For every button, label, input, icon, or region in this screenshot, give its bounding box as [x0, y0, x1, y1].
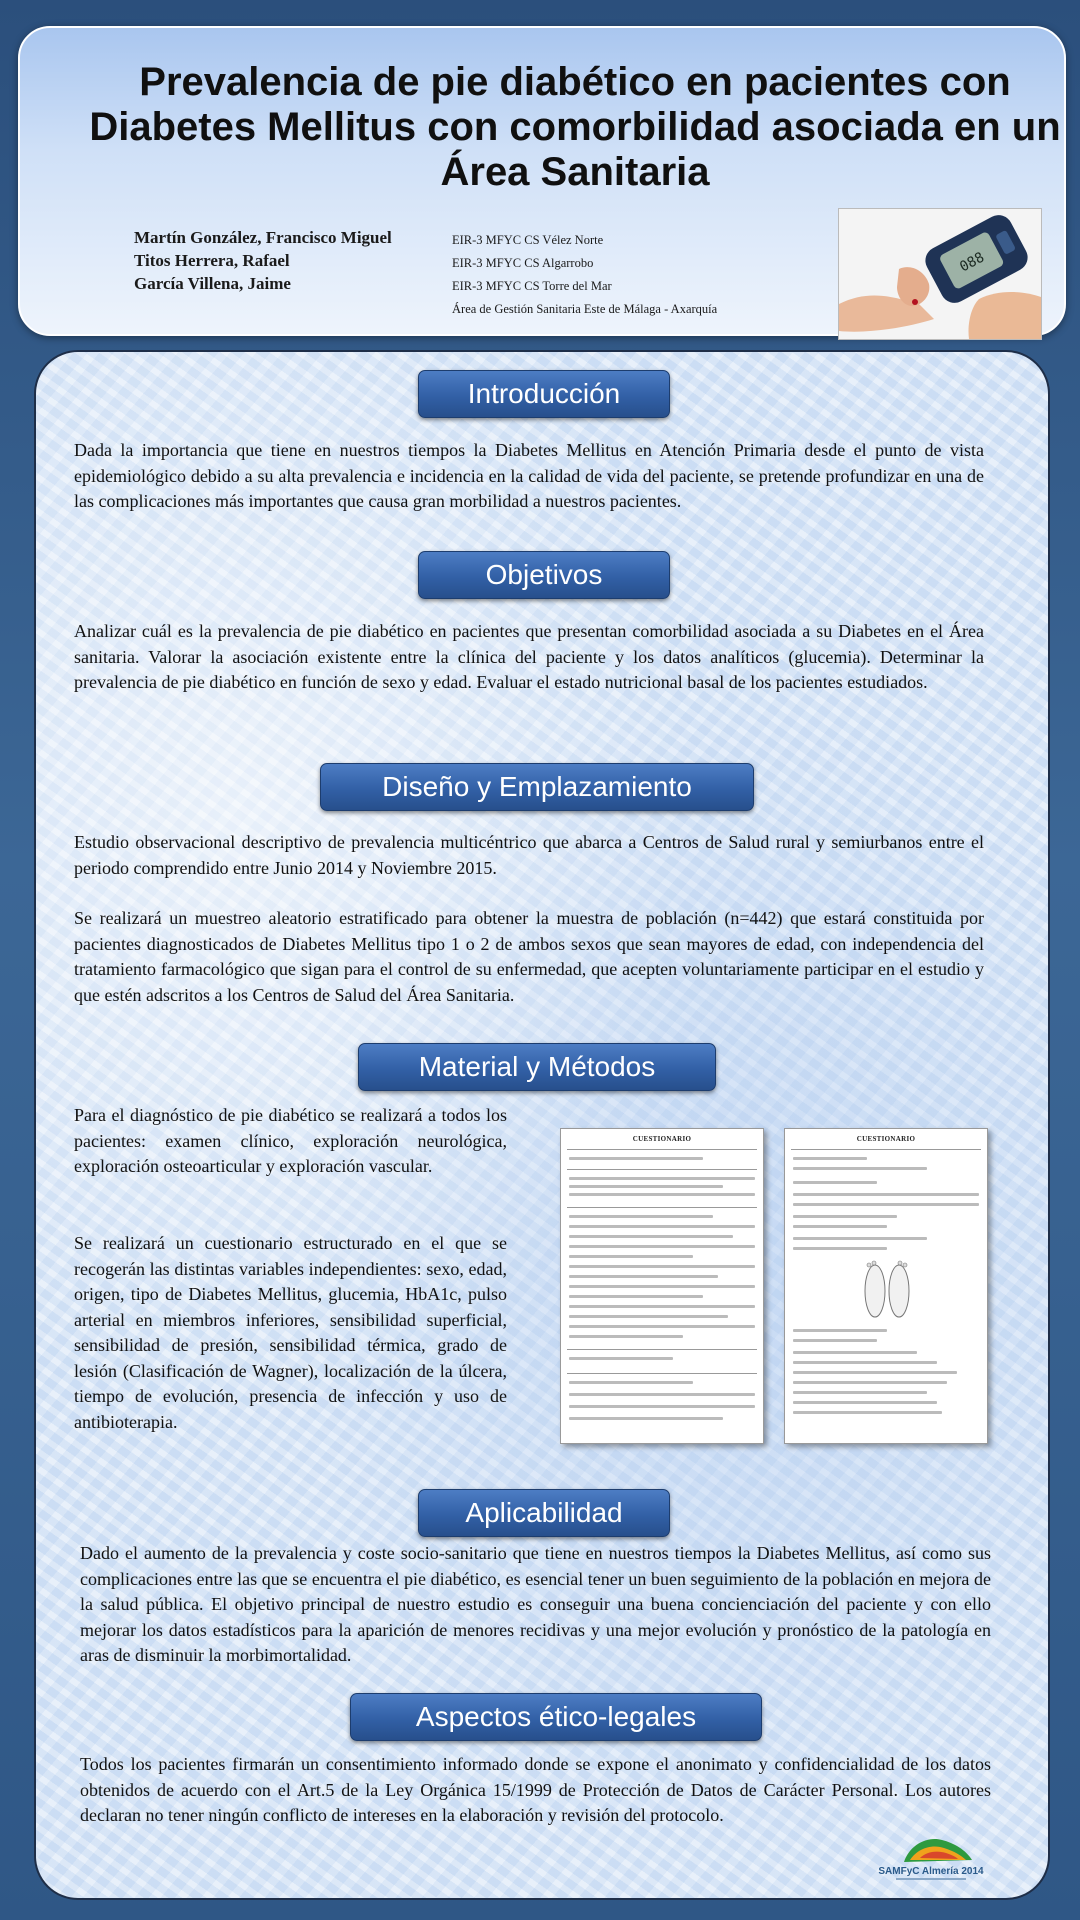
section-title-material: Material y Métodos	[358, 1043, 716, 1091]
poster-header	[18, 26, 1066, 336]
author-name: García Villena, Jaime	[134, 274, 291, 293]
etico-text: Todos los pacientes firmarán un consentimiento informado donde se expone el anonimato y confidencialidad de los datos obtenidos de acuerdo con el Art.5 de la Ley Orgánica 15/1999 de Protección de Datos de Carácter Personal. Los autores declaran no tener ningún conflicto de intereses en la elaboración y revisión del protocolo.	[80, 1754, 991, 1825]
aplicabilidad-text: Dado el aumento de la prevalencia y coste socio-sanitario que tiene en nuestros tiempos la Diabetes Mellitus, así como sus complicaciones entre las que se encuentra el pie diabético, es esencial tener un buen seguimiento de la población en mejora de la salud pública. El objetivo principal de nuestro estudio es conseguir una buena concienciación del paciente y con ello mejorar los datos estadísticos para la aparición de menores recidivas y una mejor evolución y pronóstico de la patología en aras de disminuir la morbimortalidad.	[80, 1543, 991, 1665]
intro-text: Dada la importancia que tiene en nuestros tiempos la Diabetes Mellitus en Atención Primaria desde el punto de vista epidemiológico debido a su alta prevalencia e incidencia en la calidad de vida del paciente, se pretende profundizar en una de las complicaciones más importantes que causa gran morbilidad a nuestros pacientes.	[74, 440, 984, 511]
diseno-text-1: Estudio observacional descriptivo de prevalencia multicéntrico que abarca a Centros de Salud rural y semiurbanos entre el periodo comprendido entre Junio 2014 y Noviembre 2015.	[74, 832, 984, 878]
glucometer-photo	[838, 208, 1042, 340]
logo-graphic	[876, 1830, 986, 1886]
diseno-text-2: Se realizará un muestreo aleatorio estratificado para obtener la muestra de población (n=442) que estará constituida por pacientes diagnosticados de Diabetes Mellitus tipo 1 o 2 de ambos sexos que sean mayores de edad, con independencia del tratamiento farmacológico que sigan para el control de su enfermedad, que acepten voluntariamente participar en el estudio y que estén adscritos a los Centros de Salud del Área Sanitaria.	[74, 908, 984, 1005]
questionnaire-page-1	[560, 1128, 764, 1444]
affiliation: EIR-3 MFYC CS Torre del Mar	[452, 279, 612, 293]
objetivos-text: Analizar cuál es la prevalencia de pie diabético en pacientes que presentan comorbilidad asociada a su Diabetes en el Área sanitaria. Valorar la asociación existente entre la clínica del paciente y los datos analíticos (glucemia). Determinar la prevalencia de pie diabético en función de sexo y edad. Evaluar el estado nutricional basal de los pacientes estudiados.	[74, 621, 984, 692]
author-name: Martín González, Francisco Miguel	[134, 228, 392, 247]
glucometer-illustration	[839, 209, 1041, 339]
questionnaire-title: CUESTIONARIO	[856, 1135, 916, 1143]
svg-text:088: 088	[957, 249, 988, 276]
section-title-aplicabilidad: Aplicabilidad	[418, 1489, 670, 1537]
author-list	[134, 226, 392, 295]
material-text-1: Para el diagnóstico de pie diabético se realizará a todos los pacientes: examen clínico, exploración neurológica, exploración osteoarticular y exploración vascular.	[74, 1105, 507, 1176]
section-title-diseno: Diseño y Emplazamiento	[320, 763, 754, 811]
section-title-etico: Aspectos ético-legales	[350, 1693, 762, 1741]
affiliation: EIR-3 MFYC CS Vélez Norte	[452, 233, 604, 247]
foot-diagram	[857, 1257, 917, 1321]
logo-text: SAMFyC Almería 2014	[878, 1866, 984, 1877]
material-text-2: Se realizará un cuestionario estructurado en el que se recogerán las distintas variables independientes: sexo, edad, origen, tipo de Diabetes Mellitus, glucemia, HbA1c, pulso arterial en miembros inferiores, sensibilidad superficial, sensibilidad de presión, sensibilidad térmica, grado de lesión (Clasificación de Wagner), localización de la úlcera, tiempo de evolución, presencia de infección y uso de antibioterapia.	[74, 1233, 507, 1432]
questionnaire-page-2	[784, 1128, 988, 1444]
poster-title: Prevalencia de pie diabético en pacientes con Diabetes Mellitus con comorbilidad asociada en un Área Sanitaria	[89, 60, 1061, 194]
samfyc-logo	[876, 1830, 986, 1886]
author-name: Titos Herrera, Rafael	[134, 251, 290, 270]
questionnaire-title: CUESTIONARIO	[632, 1135, 692, 1143]
affiliation: EIR-3 MFYC CS Algarrobo	[452, 256, 594, 270]
affiliation-list	[452, 229, 717, 321]
affiliation: Área de Gestión Sanitaria Este de Málaga - Axarquía	[452, 302, 718, 316]
section-title-introduccion: Introducción	[418, 370, 670, 418]
section-title-objetivos: Objetivos	[418, 551, 670, 599]
